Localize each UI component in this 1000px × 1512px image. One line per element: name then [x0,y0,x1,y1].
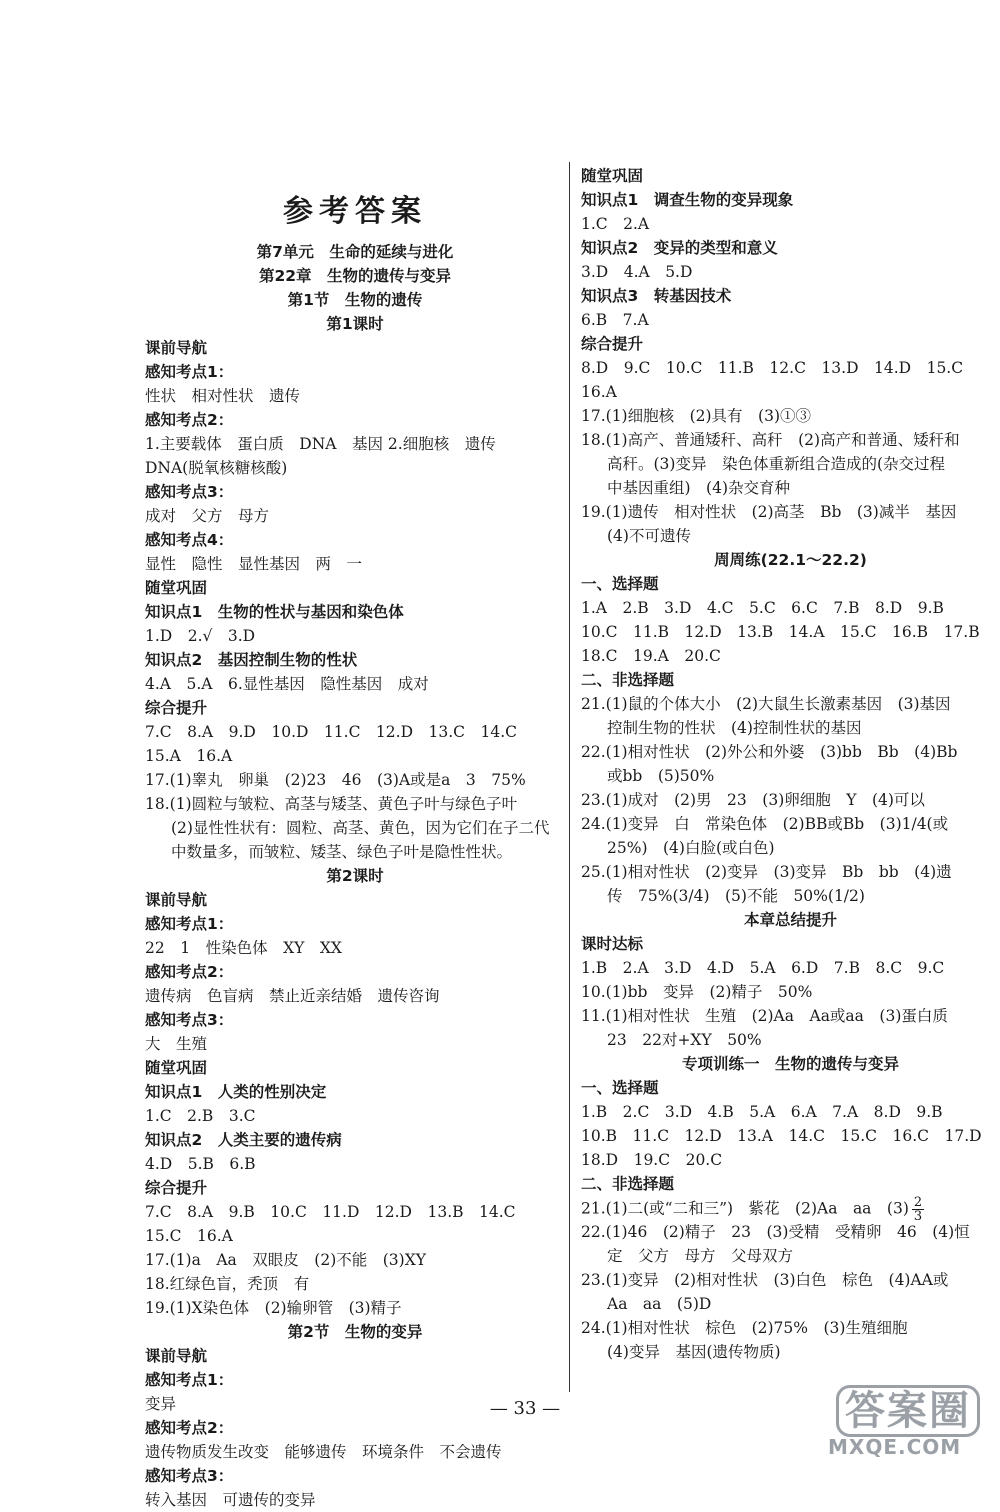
section-heading [145,1320,565,1344]
line-text: 随堂巩固 [581,167,644,185]
answer-line [145,984,565,1008]
line-text: 传 75%(3/4) (5)不能 50%(1/2) [607,887,865,905]
line-text: 综合提升 [145,699,208,717]
line-text: 21.(1)鼠的个体大小 (2)大鼠生长激素基因 (3)基因 [581,695,951,713]
answer-line [145,624,565,648]
answer-line [145,1440,565,1464]
line-text: 综合提升 [581,335,644,353]
line-text: 23.(1)成对 (2)男 23 (3)卵细胞 Y (4)可以 [581,791,925,809]
line-text: 21.(1)二(或“二和三”) 紫花 (2)Aa aa (3) [581,1199,909,1218]
section-heading [145,240,565,264]
answer-line [145,768,565,792]
line-text: 19.(1)X染色体 (2)输卵管 (3)精子 [145,1299,402,1317]
answer-line [145,1032,565,1056]
line-text: 控制生物的性状 (4)控制性状的基因 [607,719,862,737]
section-heading [145,864,565,888]
answer-line [581,260,1000,284]
answer-line [145,432,565,456]
line-text: 性状 相对性状 遗传 [145,387,301,405]
line-text: 感知考点2： [145,963,234,981]
section-heading [145,480,565,504]
line-text: 6.B 7.A [581,311,649,329]
line-text: 知识点3 转基因技术 [581,287,732,305]
line-text: 感知考点3： [145,1467,234,1485]
line-text: 感知考点1： [145,363,234,381]
line-text: 10.(1)bb 变异 (2)精子 50% [581,983,813,1001]
line-text: 课前导航 [145,339,208,357]
line-text: 课时达标 [581,935,644,953]
answer-line [145,552,565,576]
line-text: 18.红绿色盲，秃顶 有 [145,1275,310,1293]
line-text: 18.(1)高产、普通矮秆、高秆 (2)高产和普通、矮秆和 [581,431,960,449]
section-heading [581,164,1000,188]
line-text: 课前导航 [145,891,208,909]
line-text: 感知考点2： [145,411,234,429]
section-heading [581,332,1000,356]
section-heading [145,528,565,552]
answer-line [581,500,1000,524]
watermark-url: MXQE.COM [828,1435,962,1459]
line-text: 4.A 5.A 6.显性基因 隐性基因 成对 [145,675,429,693]
line-text: 10.C 11.B 12.D 13.B 14.A 15.C 16.B 17.B [581,623,980,641]
section-heading [145,1056,565,1080]
line-text: 18.C 19.A 20.C [581,647,721,665]
line-text: (4)不可遗传 [607,527,691,545]
line-text: (2)显性性状有：圆粒、高茎、黄色，因为它们在子二代 [171,819,550,837]
line-text: 知识点1 生物的性状与基因和染色体 [145,603,404,621]
line-text: 23.(1)变异 (2)相对性状 (3)白色 棕色 (4)AA或 [581,1271,949,1289]
section-heading [581,1052,1000,1076]
section-heading [145,312,565,336]
answer-line [581,1124,1000,1148]
line-text: 感知考点4： [145,531,234,549]
line-text: 二、非选择题 [581,671,675,689]
answer-line [581,764,1000,788]
line-text: 周周练(22.1～22.2) [714,551,867,569]
line-text: 22 1 性染色体 XY XX [145,939,342,957]
line-text: 23 22对+XY 50% [607,1031,762,1049]
line-text: 1.C 2.B 3.C [145,1107,256,1125]
line-text: Aa aa (5)D [607,1295,712,1313]
section-heading [145,1416,565,1440]
line-text: 知识点2 变异的类型和意义 [581,239,778,257]
line-text: 随堂巩固 [145,1059,208,1077]
line-text: 专项训练一 生物的遗传与变异 [681,1055,899,1073]
section-heading [145,696,565,720]
line-text: 成对 父方 母方 [145,507,270,525]
line-text: 转入基因 可遗传的变异 [145,1491,316,1509]
answer-line [581,212,1000,236]
section-heading [145,1368,565,1392]
line-text: 7.C 8.A 9.D 10.D 11.C 12.D 13.C 14.C [145,723,518,741]
section-heading [581,188,1000,212]
page-title: 参考答案 [283,194,427,229]
answer-line [581,1220,1000,1244]
line-text: 或bb (5)50% [607,767,715,785]
section-heading [145,912,565,936]
answer-line [145,456,565,480]
line-text: 感知考点1： [145,915,234,933]
right-column [581,164,1000,1364]
answer-line [145,1200,565,1224]
line-text: 4.D 5.B 6.B [145,1155,256,1173]
answer-line [145,1488,565,1512]
page-number: — 33 — [489,1398,561,1419]
answer-line [581,788,1000,812]
line-text: 第22章 生物的遗传与变异 [258,267,452,285]
answer-line [581,740,1000,764]
answer-line [581,1148,1000,1172]
line-text: 二、非选择题 [581,1175,675,1193]
line-text: 17.(1)细胞核 (2)具有 (3)①③ [581,407,812,425]
answer-line [145,1224,565,1248]
line-text: 18.(1)圆粒与皱粒、高茎与矮茎、黄色子叶与绿色子叶 [145,795,518,813]
fraction-denominator: 3 [913,1209,923,1220]
section-heading [145,600,565,624]
line-text: 课前导航 [145,1347,208,1365]
answer-line [145,504,565,528]
answer-line [581,1028,1000,1052]
line-text: 1.B 2.C 3.D 4.B 5.A 6.A 7.A 8.D 9.B [581,1103,943,1121]
answer-line [581,1196,1000,1220]
column-divider [569,162,570,1392]
line-text: 16.A [581,383,617,401]
answer-line [145,1296,565,1320]
answer-line [581,1316,1000,1340]
answer-line [145,936,565,960]
watermark-logo: 答案圈 [836,1385,980,1437]
line-text: 22.(1)相对性状 (2)外公和外婆 (3)bb Bb (4)Bb [581,743,958,761]
answer-line [581,380,1000,404]
line-text: 知识点1 调查生物的变异现象 [581,191,794,209]
left-column [145,240,565,1512]
line-text: 综合提升 [145,1179,208,1197]
answer-line [581,1292,1000,1316]
answer-line [581,308,1000,332]
line-text: 3.D 4.A 5.D [581,263,693,281]
line-text: 1.D 2.√ 3.D [145,627,256,645]
section-heading [581,1076,1000,1100]
line-text: 24.(1)相对性状 棕色 (2)75% (3)生殖细胞 [581,1319,908,1337]
answer-line [145,720,565,744]
section-heading [581,284,1000,308]
watermark [818,1385,1000,1464]
line-text: 知识点2 基因控制生物的性状 [145,651,358,669]
answer-line [581,1340,1000,1364]
line-text: 高秆。(3)变异 染色体重新组合造成的(杂交过程 [607,455,946,473]
line-text: 18.D 19.C 20.C [581,1151,723,1169]
line-text: 7.C 8.A 9.B 10.C 11.D 12.D 13.B 14.C [145,1203,516,1221]
answer-line [581,836,1000,860]
answer-line [145,1152,565,1176]
section-heading [145,960,565,984]
line-text: 25.(1)相对性状 (2)变异 (3)变异 Bb bb (4)遗 [581,863,952,881]
section-heading [145,1344,565,1368]
answer-line [581,476,1000,500]
answer-line [581,884,1000,908]
section-heading [145,576,565,600]
section-heading [145,648,565,672]
answer-line [581,1244,1000,1268]
fraction-numerator: 2 [913,1196,923,1210]
line-text: 大 生殖 [145,1035,208,1053]
line-text: 定 父方 母方 父母双方 [607,1247,794,1265]
section-heading [581,668,1000,692]
answer-line [581,1100,1000,1124]
line-text: 第7单元 生命的延续与进化 [256,243,454,261]
answer-line [581,620,1000,644]
answer-line [581,404,1000,428]
line-text: 1.A 2.B 3.D 4.C 5.C 6.C 7.B 8.D 9.B [581,599,944,617]
line-text: 1.B 2.A 3.D 4.D 5.A 6.D 7.B 8.C 9.C [581,959,945,977]
line-text: 显性 隐性 显性基因 两 一 [145,555,363,573]
answer-line [581,716,1000,740]
line-text: 感知考点3： [145,483,234,501]
section-heading [581,932,1000,956]
line-text: 25%) (4)白脸(或白色) [607,839,775,857]
section-heading [145,408,565,432]
line-text: 变异 [145,1395,177,1413]
section-heading [581,236,1000,260]
section-heading [145,1080,565,1104]
section-heading [145,1008,565,1032]
line-text: 24.(1)变异 白 常染色体 (2)BB或Bb (3)1/4(或 [581,815,949,833]
line-text: 11.(1)相对性状 生殖 (2)Aa Aa或aa (3)蛋白质 [581,1007,948,1025]
line-text: DNA(脱氧核糖核酸) [145,459,288,477]
section-heading [145,360,565,384]
line-text: 15.C 16.A [145,1227,233,1245]
line-text: 第1课时 [326,315,384,333]
line-text: 第2节 生物的变异 [287,1323,423,1341]
section-heading [581,908,1000,932]
line-text: 第2课时 [326,867,384,885]
line-text: 本章总结提升 [743,911,837,929]
section-heading [145,288,565,312]
line-text: 15.A 16.A [145,747,233,765]
answer-line [145,1248,565,1272]
line-text: 感知考点2： [145,1419,234,1437]
answer-line [145,672,565,696]
line-text: 中数量多，而皱粒、矮茎、绿色子叶是隐性性状。 [171,843,513,861]
section-heading [145,336,565,360]
answer-line [581,1268,1000,1292]
answer-line [145,792,565,816]
answer-line [581,980,1000,1004]
section-heading [581,572,1000,596]
line-text: 第1节 生物的遗传 [287,291,423,309]
section-heading [145,264,565,288]
answer-line [581,1004,1000,1028]
line-text: 遗传病 色盲病 禁止近亲结婚 遗传咨询 [145,987,440,1005]
answer-line [145,1272,565,1296]
answer-line [145,384,565,408]
line-text: 1.C 2.A [581,215,650,233]
line-text: 19.(1)遗传 相对性状 (2)高茎 Bb (3)减半 基因 [581,503,957,521]
answer-line [581,860,1000,884]
fraction [912,1196,924,1220]
section-heading [581,1172,1000,1196]
answer-line [145,744,565,768]
line-text: 中基因重组) (4)杂交育种 [607,479,791,497]
line-text: 随堂巩固 [145,579,208,597]
answer-line [581,596,1000,620]
line-text: 感知考点1： [145,1371,234,1389]
answer-line [581,452,1000,476]
section-heading [145,1464,565,1488]
line-text: 17.(1)睾丸 卵巢 (2)23 46 (3)A或是a 3 75% [145,771,526,789]
line-text: 22.(1)46 (2)精子 23 (3)受精 受精卵 46 (4)恒 [581,1223,970,1241]
line-text: (4)变异 基因(遗传物质) [607,1343,781,1361]
section-heading [581,548,1000,572]
section-heading [145,1176,565,1200]
line-text: 一、选择题 [581,1079,659,1097]
answer-line [581,644,1000,668]
line-text: 17.(1)a Aa 双眼皮 (2)不能 (3)XY [145,1251,426,1269]
answer-line [145,1104,565,1128]
section-heading [145,1128,565,1152]
section-heading [145,888,565,912]
answer-line [581,692,1000,716]
answer-line [581,356,1000,380]
line-text: 感知考点3： [145,1011,234,1029]
line-text: 一、选择题 [581,575,659,593]
answer-line [581,956,1000,980]
answer-line [145,840,565,864]
answer-line [581,812,1000,836]
answer-line [145,816,565,840]
line-text: 遗传物质发生改变 能够遗传 环境条件 不会遗传 [145,1443,502,1461]
line-text: 1.主要载体 蛋白质 DNA 基因 2.细胞核 遗传 [145,435,496,453]
line-text: 8.D 9.C 10.C 11.B 12.C 13.D 14.D 15.C [581,359,964,377]
answer-line [581,428,1000,452]
line-text: 知识点1 人类的性别决定 [145,1083,327,1101]
line-text: 知识点2 人类主要的遗传病 [145,1131,342,1149]
line-text: 10.B 11.C 12.D 13.A 14.C 15.C 16.C 17.D [581,1127,982,1145]
answer-line [581,524,1000,548]
